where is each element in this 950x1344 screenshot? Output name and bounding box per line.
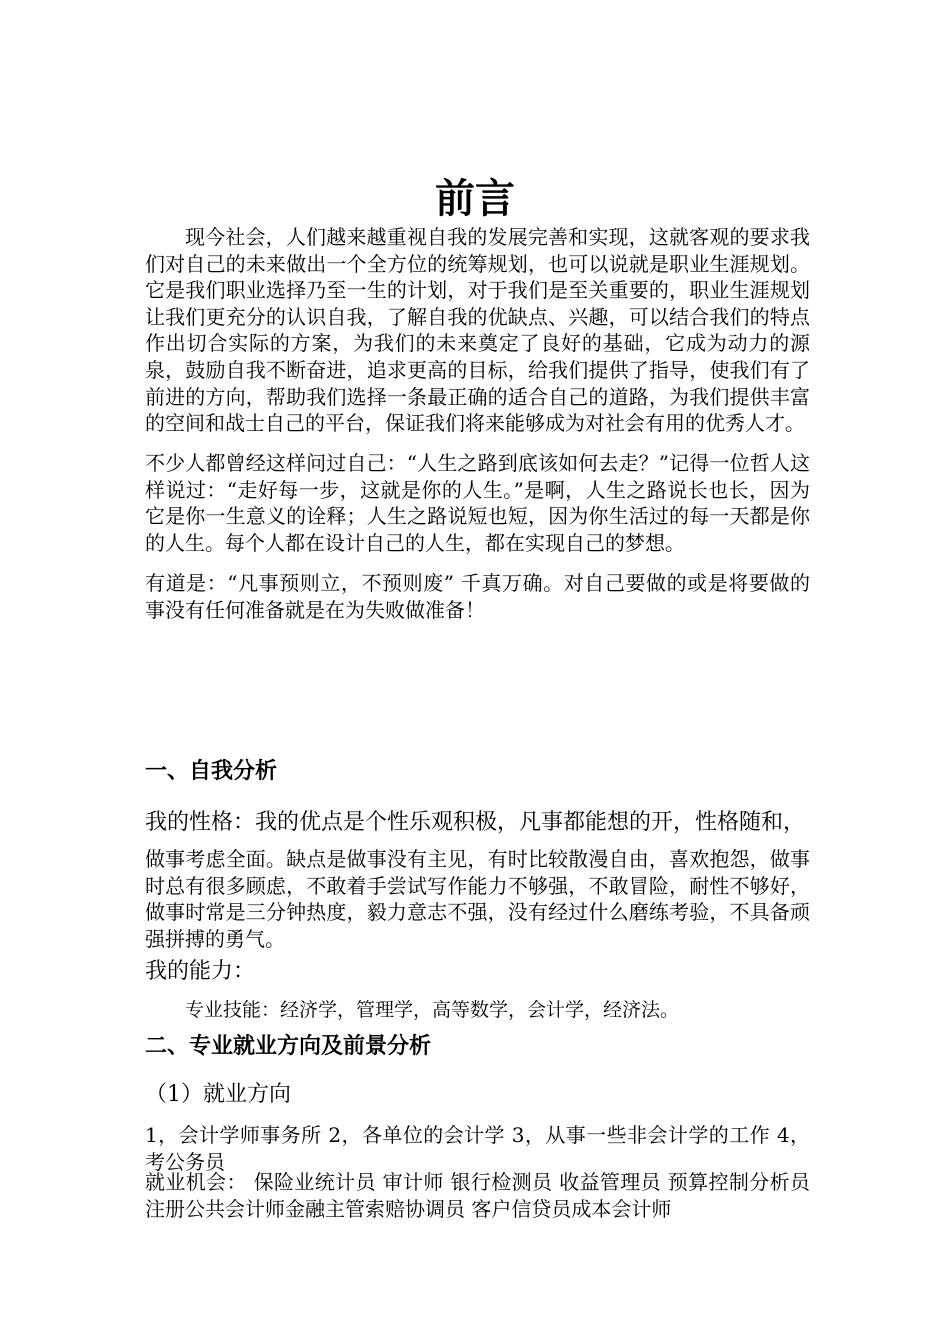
employment-opportunities: 就业机会： 保险业统计员 审计师 银行检测员 收益管理员 预算控制分析员 注册公共会计师金融主管索赔协调员 客户信贷员成本会计师 xyxy=(145,1170,810,1221)
professional-skills: 专业技能：经济学，管理学，高等数学，会计学，经济法。 xyxy=(185,999,680,1021)
employment-directions: 1，会计学师事务所 2，各单位的会计学 3，从事一些非会计学的工作 4，考公务员 xyxy=(145,1123,810,1174)
ability-label: 我的能力： xyxy=(145,959,256,984)
preface-paragraph-2: 不少人都曾经这样问过自己：“人生之路到底该如何去走？”记得一位哲人这样说过：“走好每一步，这就是你的人生。”是啊，人生之路说长也长，因为它是你一生意义的诠释；人生之路说短也短，因为你生活过的每一天都是你的人生。每个人都在设计自己的人生，都在实现自己的梦想。 xyxy=(145,451,810,555)
section-heading-career-direction: 二、专业就业方向及前景分析 xyxy=(145,1034,432,1059)
section-heading-self-analysis: 一、自我分析 xyxy=(145,759,278,784)
preface-paragraph-1: 现今社会，人们越来越重视自我的发展完善和实现，这就客观的要求我们对自己的未来做出一个全方位的统筹规划，也可以说就是职业生涯规划。它是我们职业选择乃至一生的计划，对于我们是至关重要的，职业生涯规划让我们更充分的认识自我，了解自我的优缺点、兴趣，可以结合我们的特点作出切合实际的方案，为我们的未来奠定了良好的基础，它成为动力的源泉，鼓励自我不断奋进，追求更高的目标，给我们提供了指导，使我们有了前进的方向，帮助我们选择一条最正确的适合自己的道路，为我们提供丰富的空间和战士自己的平台，保证我们将来能够成为对社会有用的优秀人才。 xyxy=(145,225,810,436)
personality-description: 做事考虑全面。缺点是做事没有主见，有时比较散漫自由，喜欢抱怨，做事时总有很多顾虑，不敢着手尝试写作能力不够强，不敢冒险，耐性不够好，做事时常是三分钟热度，毅力意志不强，没有经过什么磨练考验，不具备顽强拼搏的勇气。 xyxy=(145,847,810,951)
personality-first-line: 我的性格：我的优点是个性乐观积极，凡事都能想的开，性格随和， xyxy=(145,810,806,835)
preface-paragraph-3: 有道是：“凡事预则立，不预则废” 千真万确。对自己要做的或是将要做的事没有任何准备就是在为失败做准备！ xyxy=(145,571,810,622)
subheading-employment-direction: （1）就业方向 xyxy=(145,1082,291,1107)
preface-title: 前言 xyxy=(435,176,515,222)
